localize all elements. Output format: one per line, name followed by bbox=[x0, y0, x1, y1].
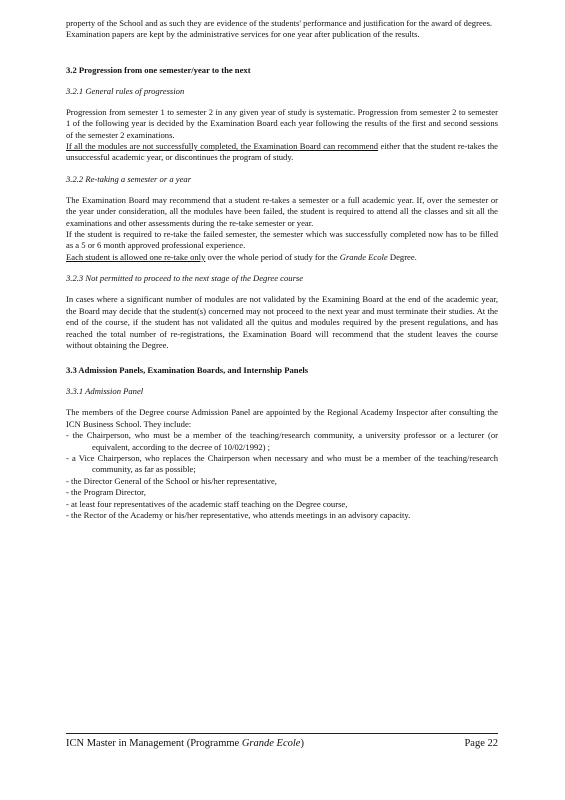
section-3-2-2-title: 3.2.2 Re-taking a semester or a year bbox=[66, 173, 192, 184]
underlined-text: Each student is allowed one re-take only bbox=[66, 251, 206, 262]
section-3-3-1-paragraph-1: The members of the Degree course Admission Panel are appointed by the Regional Academy Inspector after consulting the ICN Business School. They include: bbox=[66, 407, 498, 429]
section-3-3-1-title: 3.3.1 Admission Panel bbox=[66, 386, 144, 397]
list-item: - the Program Director, bbox=[66, 487, 146, 498]
section-3-2-2-paragraph-1: The Examination Board may recommend that a student re-takes a semester or a full academic year. If, over the semester or the year under consideration, all the modules have been failed, the student is required to attend all the classes and sit all the examinations and other assessments during the re-take semester or year. bbox=[66, 194, 498, 228]
section-3-2-2-paragraph-3 bbox=[66, 252, 498, 263]
section-3-2-2-paragraph-2: If the student is required to re-take the failed semester, the semester which was successfully completed now has to be filled as a 5 or 6 month approved professional experience. bbox=[66, 229, 498, 251]
paragraph-text: Degree. bbox=[389, 251, 417, 262]
list-item: - a Vice Chairperson, who replaces the Chairperson when necessary and who must be a member of the teaching/research community, as far as possible; bbox=[66, 452, 498, 475]
underlined-text: If all the modules are not successfully completed, the Examination Board can recommend bbox=[66, 141, 379, 152]
paragraph-text: over the whole period of study for the bbox=[205, 251, 340, 262]
section-3-2-title: 3.2 Progression from one semester/year to the next bbox=[66, 64, 251, 75]
section-3-3-title: 3.3 Admission Panels, Examination Boards, and Internship Panels bbox=[66, 365, 309, 376]
footer-title bbox=[66, 738, 304, 749]
page-footer bbox=[66, 738, 498, 749]
members-list bbox=[66, 430, 498, 521]
intro-paragraph-1: property of the School and as such they are evidence of the students' performance and justification for the award of degrees. bbox=[66, 18, 493, 28]
list-item: - at least four representatives of the academic staff teaching on the Degree course, bbox=[66, 498, 348, 509]
footer-title-italic: Grande Ecole bbox=[241, 738, 301, 749]
section-3-2-1-paragraph-1: Progression from semester 1 to semester 2 in any given year of study is systematic. Progression from semester 2 to semester 1 of the following year is decided by the Examination Board each year following the results of the first and second sessions of the semester 2 examinations. bbox=[66, 106, 498, 140]
section-3-2-3-title: 3.2.3 Not permitted to proceed to the next stage of the Degree course bbox=[66, 273, 304, 284]
paragraph-text: either that the student re-takes the unsuccessful academic year, or discontinues the program of study. bbox=[66, 141, 498, 163]
intro-paragraph-2: Examination papers are kept by the administrative services for one year after publication of the results. bbox=[66, 29, 420, 40]
list-item: - the Rector of the Academy or his/her representative, who attends meetings in an advisory capacity. bbox=[66, 509, 411, 520]
document-page bbox=[66, 18, 498, 521]
list-item: - the Director General of the School or his/her representative, bbox=[66, 475, 277, 486]
page-number: Page 22 bbox=[464, 738, 498, 749]
section-3-2-3-paragraph-1: In cases where a significant number of modules are not validated by the Examining Board at the end of the academic year, the Board may decide that the student(s) concerned may not proceed to the next year and must terminate their studies. At the end of the course, if the student has not validated all the quitus and modules required by the present regulations, and has reached the total number of re-registrations, the Examination Board will recommend that the student leaves the course without obtaining the Degree. bbox=[66, 294, 498, 350]
section-3-2-1-paragraph-2 bbox=[66, 141, 498, 164]
list-item: - the Chairperson, who must be a member of the teaching/research community, a university professor or a lecturer (or equivalent, according to the decree of 10/02/1992) ; bbox=[66, 430, 498, 452]
section-3-2-1-title: 3.2.1 General rules of progression bbox=[66, 85, 185, 96]
italic-text: Grande Ecole bbox=[339, 251, 388, 262]
footer-title-close: ) bbox=[300, 738, 304, 749]
footer-divider bbox=[66, 733, 498, 734]
footer-title-main: ICN Master in Management (Programme bbox=[66, 738, 242, 749]
